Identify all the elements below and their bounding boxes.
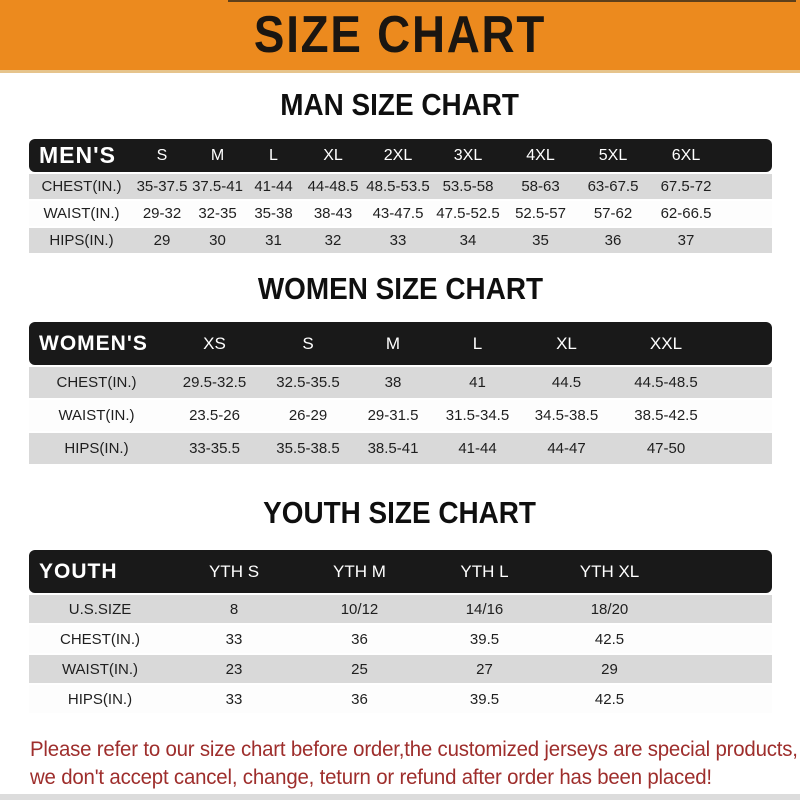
table-row xyxy=(29,625,772,653)
size-cell: 41 xyxy=(435,367,520,398)
table-row xyxy=(29,595,772,623)
size-cell: 67.5-72 xyxy=(649,174,723,199)
column-header: YTH S xyxy=(171,550,297,593)
row-filler xyxy=(719,400,772,431)
header-filler xyxy=(723,139,772,172)
row-label: WAIST(IN.) xyxy=(29,655,171,683)
size-cell: 23.5-26 xyxy=(164,400,265,431)
header-filler xyxy=(672,550,772,593)
table-row xyxy=(29,201,772,226)
row-label: CHEST(IN.) xyxy=(29,367,164,398)
size-cell: 58-63 xyxy=(504,174,577,199)
table-corner-label: WOMEN'S xyxy=(29,322,164,365)
size-cell: 36 xyxy=(297,625,422,653)
table-row xyxy=(29,228,772,253)
size-cell: 29-32 xyxy=(134,201,190,226)
youth-size-table xyxy=(29,548,772,715)
section-heading-women xyxy=(0,272,800,306)
row-filler xyxy=(719,433,772,464)
size-cell: 14/16 xyxy=(422,595,547,623)
table-row xyxy=(29,655,772,683)
size-cell: 38 xyxy=(351,367,435,398)
size-cell: 29-31.5 xyxy=(351,400,435,431)
row-label: HIPS(IN.) xyxy=(29,433,164,464)
size-cell: 31.5-34.5 xyxy=(435,400,520,431)
footer-note xyxy=(30,735,800,791)
column-header: 5XL xyxy=(577,139,649,172)
section-heading-women-text: WOMEN SIZE CHART xyxy=(257,271,543,307)
row-label: CHEST(IN.) xyxy=(29,174,134,199)
size-cell: 33-35.5 xyxy=(164,433,265,464)
column-header: 3XL xyxy=(432,139,504,172)
size-cell: 38.5-41 xyxy=(351,433,435,464)
column-header: M xyxy=(351,322,435,365)
size-cell: 32 xyxy=(302,228,364,253)
column-header: XL xyxy=(302,139,364,172)
table-header-row xyxy=(29,139,772,172)
size-cell: 29 xyxy=(134,228,190,253)
size-cell: 10/12 xyxy=(297,595,422,623)
size-cell: 36 xyxy=(577,228,649,253)
column-header: YTH M xyxy=(297,550,422,593)
size-cell: 34 xyxy=(432,228,504,253)
women-size-table xyxy=(29,320,772,466)
column-header: S xyxy=(265,322,351,365)
row-filler xyxy=(723,228,772,253)
row-label: CHEST(IN.) xyxy=(29,625,171,653)
size-cell: 63-67.5 xyxy=(577,174,649,199)
size-cell: 36 xyxy=(297,685,422,713)
row-label: WAIST(IN.) xyxy=(29,201,134,226)
size-cell: 30 xyxy=(190,228,245,253)
table-corner-label: MEN'S xyxy=(29,139,134,172)
section-heading-man-text: MAN SIZE CHART xyxy=(280,87,520,122)
banner-title: SIZE CHART xyxy=(253,6,547,64)
size-cell: 44.5 xyxy=(520,367,613,398)
row-filler xyxy=(672,685,772,713)
table-header-row xyxy=(29,322,772,365)
row-label: WAIST(IN.) xyxy=(29,400,164,431)
column-header: L xyxy=(435,322,520,365)
size-cell: 44.5-48.5 xyxy=(613,367,719,398)
table-corner-label: YOUTH xyxy=(29,550,171,593)
row-label: U.S.SIZE xyxy=(29,595,171,623)
row-filler xyxy=(672,625,772,653)
size-cell: 53.5-58 xyxy=(432,174,504,199)
size-cell: 33 xyxy=(171,685,297,713)
size-cell: 62-66.5 xyxy=(649,201,723,226)
size-cell: 29.5-32.5 xyxy=(164,367,265,398)
column-header: YTH XL xyxy=(547,550,672,593)
row-filler xyxy=(672,655,772,683)
row-label: HIPS(IN.) xyxy=(29,228,134,253)
column-header: YTH L xyxy=(422,550,547,593)
size-cell: 38.5-42.5 xyxy=(613,400,719,431)
row-filler xyxy=(723,174,772,199)
size-cell: 33 xyxy=(171,625,297,653)
size-cell: 39.5 xyxy=(422,625,547,653)
table-header-row xyxy=(29,550,772,593)
table-row xyxy=(29,433,772,464)
column-header: XL xyxy=(520,322,613,365)
size-cell: 47.5-52.5 xyxy=(432,201,504,226)
size-cell: 31 xyxy=(245,228,302,253)
column-header: 2XL xyxy=(364,139,432,172)
section-heading-youth-text: YOUTH SIZE CHART xyxy=(263,495,537,531)
men-size-table xyxy=(29,137,772,255)
size-cell: 42.5 xyxy=(547,685,672,713)
size-cell: 8 xyxy=(171,595,297,623)
table-row xyxy=(29,400,772,431)
column-header: XS xyxy=(164,322,265,365)
header-filler xyxy=(719,322,772,365)
row-filler xyxy=(672,595,772,623)
size-cell: 41-44 xyxy=(435,433,520,464)
size-cell: 41-44 xyxy=(245,174,302,199)
size-cell: 32.5-35.5 xyxy=(265,367,351,398)
footer-line-1: Please refer to our size chart before order,the customized jerseys are special products, xyxy=(30,737,798,762)
size-cell: 39.5 xyxy=(422,685,547,713)
size-cell: 29 xyxy=(547,655,672,683)
size-cell: 27 xyxy=(422,655,547,683)
size-cell: 52.5-57 xyxy=(504,201,577,226)
size-cell: 33 xyxy=(364,228,432,253)
table-row xyxy=(29,174,772,199)
section-heading-man xyxy=(0,88,800,122)
size-cell: 18/20 xyxy=(547,595,672,623)
column-header: M xyxy=(190,139,245,172)
size-cell: 35-38 xyxy=(245,201,302,226)
column-header: XXL xyxy=(613,322,719,365)
table-row xyxy=(29,685,772,713)
size-cell: 57-62 xyxy=(577,201,649,226)
size-cell: 23 xyxy=(171,655,297,683)
size-cell: 38-43 xyxy=(302,201,364,226)
column-header: 6XL xyxy=(649,139,723,172)
top-edge-line xyxy=(228,0,796,2)
size-cell: 48.5-53.5 xyxy=(364,174,432,199)
row-filler xyxy=(719,367,772,398)
size-cell: 47-50 xyxy=(613,433,719,464)
size-cell: 37 xyxy=(649,228,723,253)
size-cell: 42.5 xyxy=(547,625,672,653)
size-cell: 34.5-38.5 xyxy=(520,400,613,431)
footer-line-2: we don't accept cancel, change, teturn or refund after order has been placed! xyxy=(30,765,712,790)
size-cell: 25 xyxy=(297,655,422,683)
size-cell: 44-48.5 xyxy=(302,174,364,199)
size-cell: 35-37.5 xyxy=(134,174,190,199)
title-banner xyxy=(0,0,800,73)
section-heading-youth xyxy=(0,496,800,530)
column-header: S xyxy=(134,139,190,172)
size-cell: 44-47 xyxy=(520,433,613,464)
row-filler xyxy=(723,201,772,226)
size-cell: 37.5-41 xyxy=(190,174,245,199)
size-cell: 35.5-38.5 xyxy=(265,433,351,464)
column-header: 4XL xyxy=(504,139,577,172)
row-label: HIPS(IN.) xyxy=(29,685,171,713)
size-cell: 35 xyxy=(504,228,577,253)
column-header: L xyxy=(245,139,302,172)
table-row xyxy=(29,367,772,398)
size-cell: 43-47.5 xyxy=(364,201,432,226)
size-cell: 26-29 xyxy=(265,400,351,431)
size-cell: 32-35 xyxy=(190,201,245,226)
bottom-strip xyxy=(0,794,800,800)
